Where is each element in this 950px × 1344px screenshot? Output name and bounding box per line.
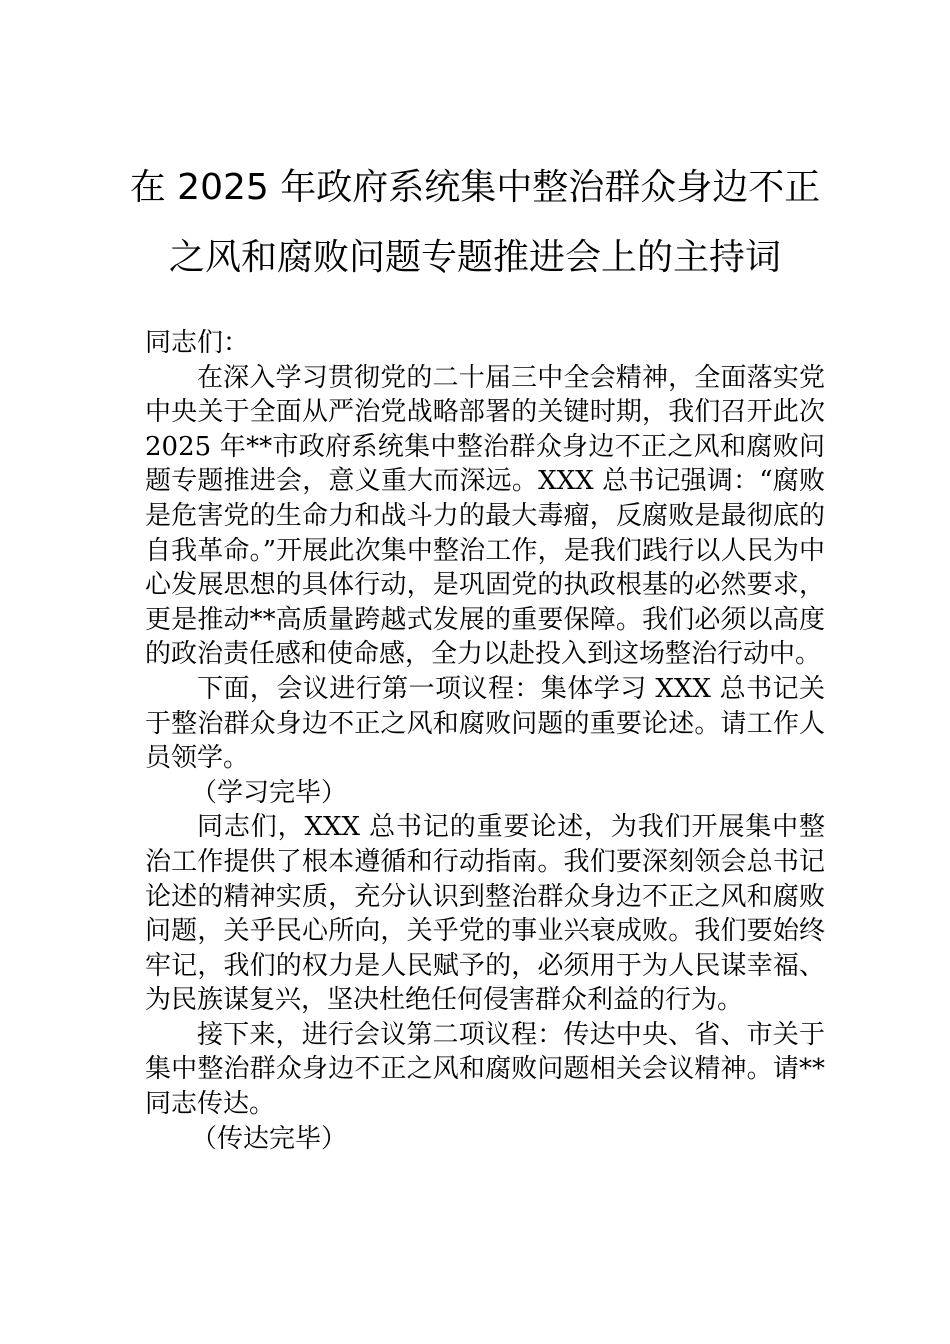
paragraph-agenda-2: 接下来，进行会议第二项议程：传达中央、省、市关于集中整治群众身边不正之风和腐败问题相关会议精神。请**同志传达。 (145, 1019, 825, 1120)
note-relay-complete: （传达完毕） (191, 1123, 348, 1154)
salutation: 同志们： (145, 328, 250, 358)
document-body (145, 326, 825, 1156)
paragraph-opening: 在深入学习贯彻党的二十届三中全会精神，全面落实党中央关于全面从严治党战略部署的关键时期，我们召开此次 2025 年**市政府系统集中整治群众身边不正之风和腐败问题专题推进会，意义重大而深远。XXX 总书记强调：“腐败是危害党的生命力和战斗力的最大毒瘤，反腐败是最彻底的自我革命。”开展此次集中整治工作，是我们践行以人民为中心发展思想的具体行动，是巩固党的执政根基的必然要求，更是推动**高质量跨越式发展的重要保障。我们必须以高度的政治责任感和使命感，全力以赴投入到这场整治行动中。 (145, 362, 825, 670)
document-title-line-2: 之风和腐败问题专题推进会上的主持词 (168, 237, 781, 278)
note-study-complete: （学习完毕） (191, 777, 348, 808)
document-title-line-1: 在 2025 年政府系统集中整治群众身边不正 (129, 167, 821, 208)
paragraph-summary: 同志们，XXX 总书记的重要论述，为我们开展集中整治工作提供了根本遵循和行动指南。我们要深刻领会总书记论述的精神实质，充分认识到整治群众身边不正之风和腐败问题，关乎民心所向，关乎党的事业兴衰成败。我们要始终牢记，我们的权力是人民赋予的，必须用于为人民谋幸福、为民族谋复兴，坚决杜绝任何侵害群众利益的行为。 (145, 812, 825, 1016)
paragraph-agenda-1: 下面，会议进行第一项议程：集体学习 XXX 总书记关于整治群众身边不正之风和腐败问题的重要论述。请工作人员领学。 (145, 673, 825, 774)
